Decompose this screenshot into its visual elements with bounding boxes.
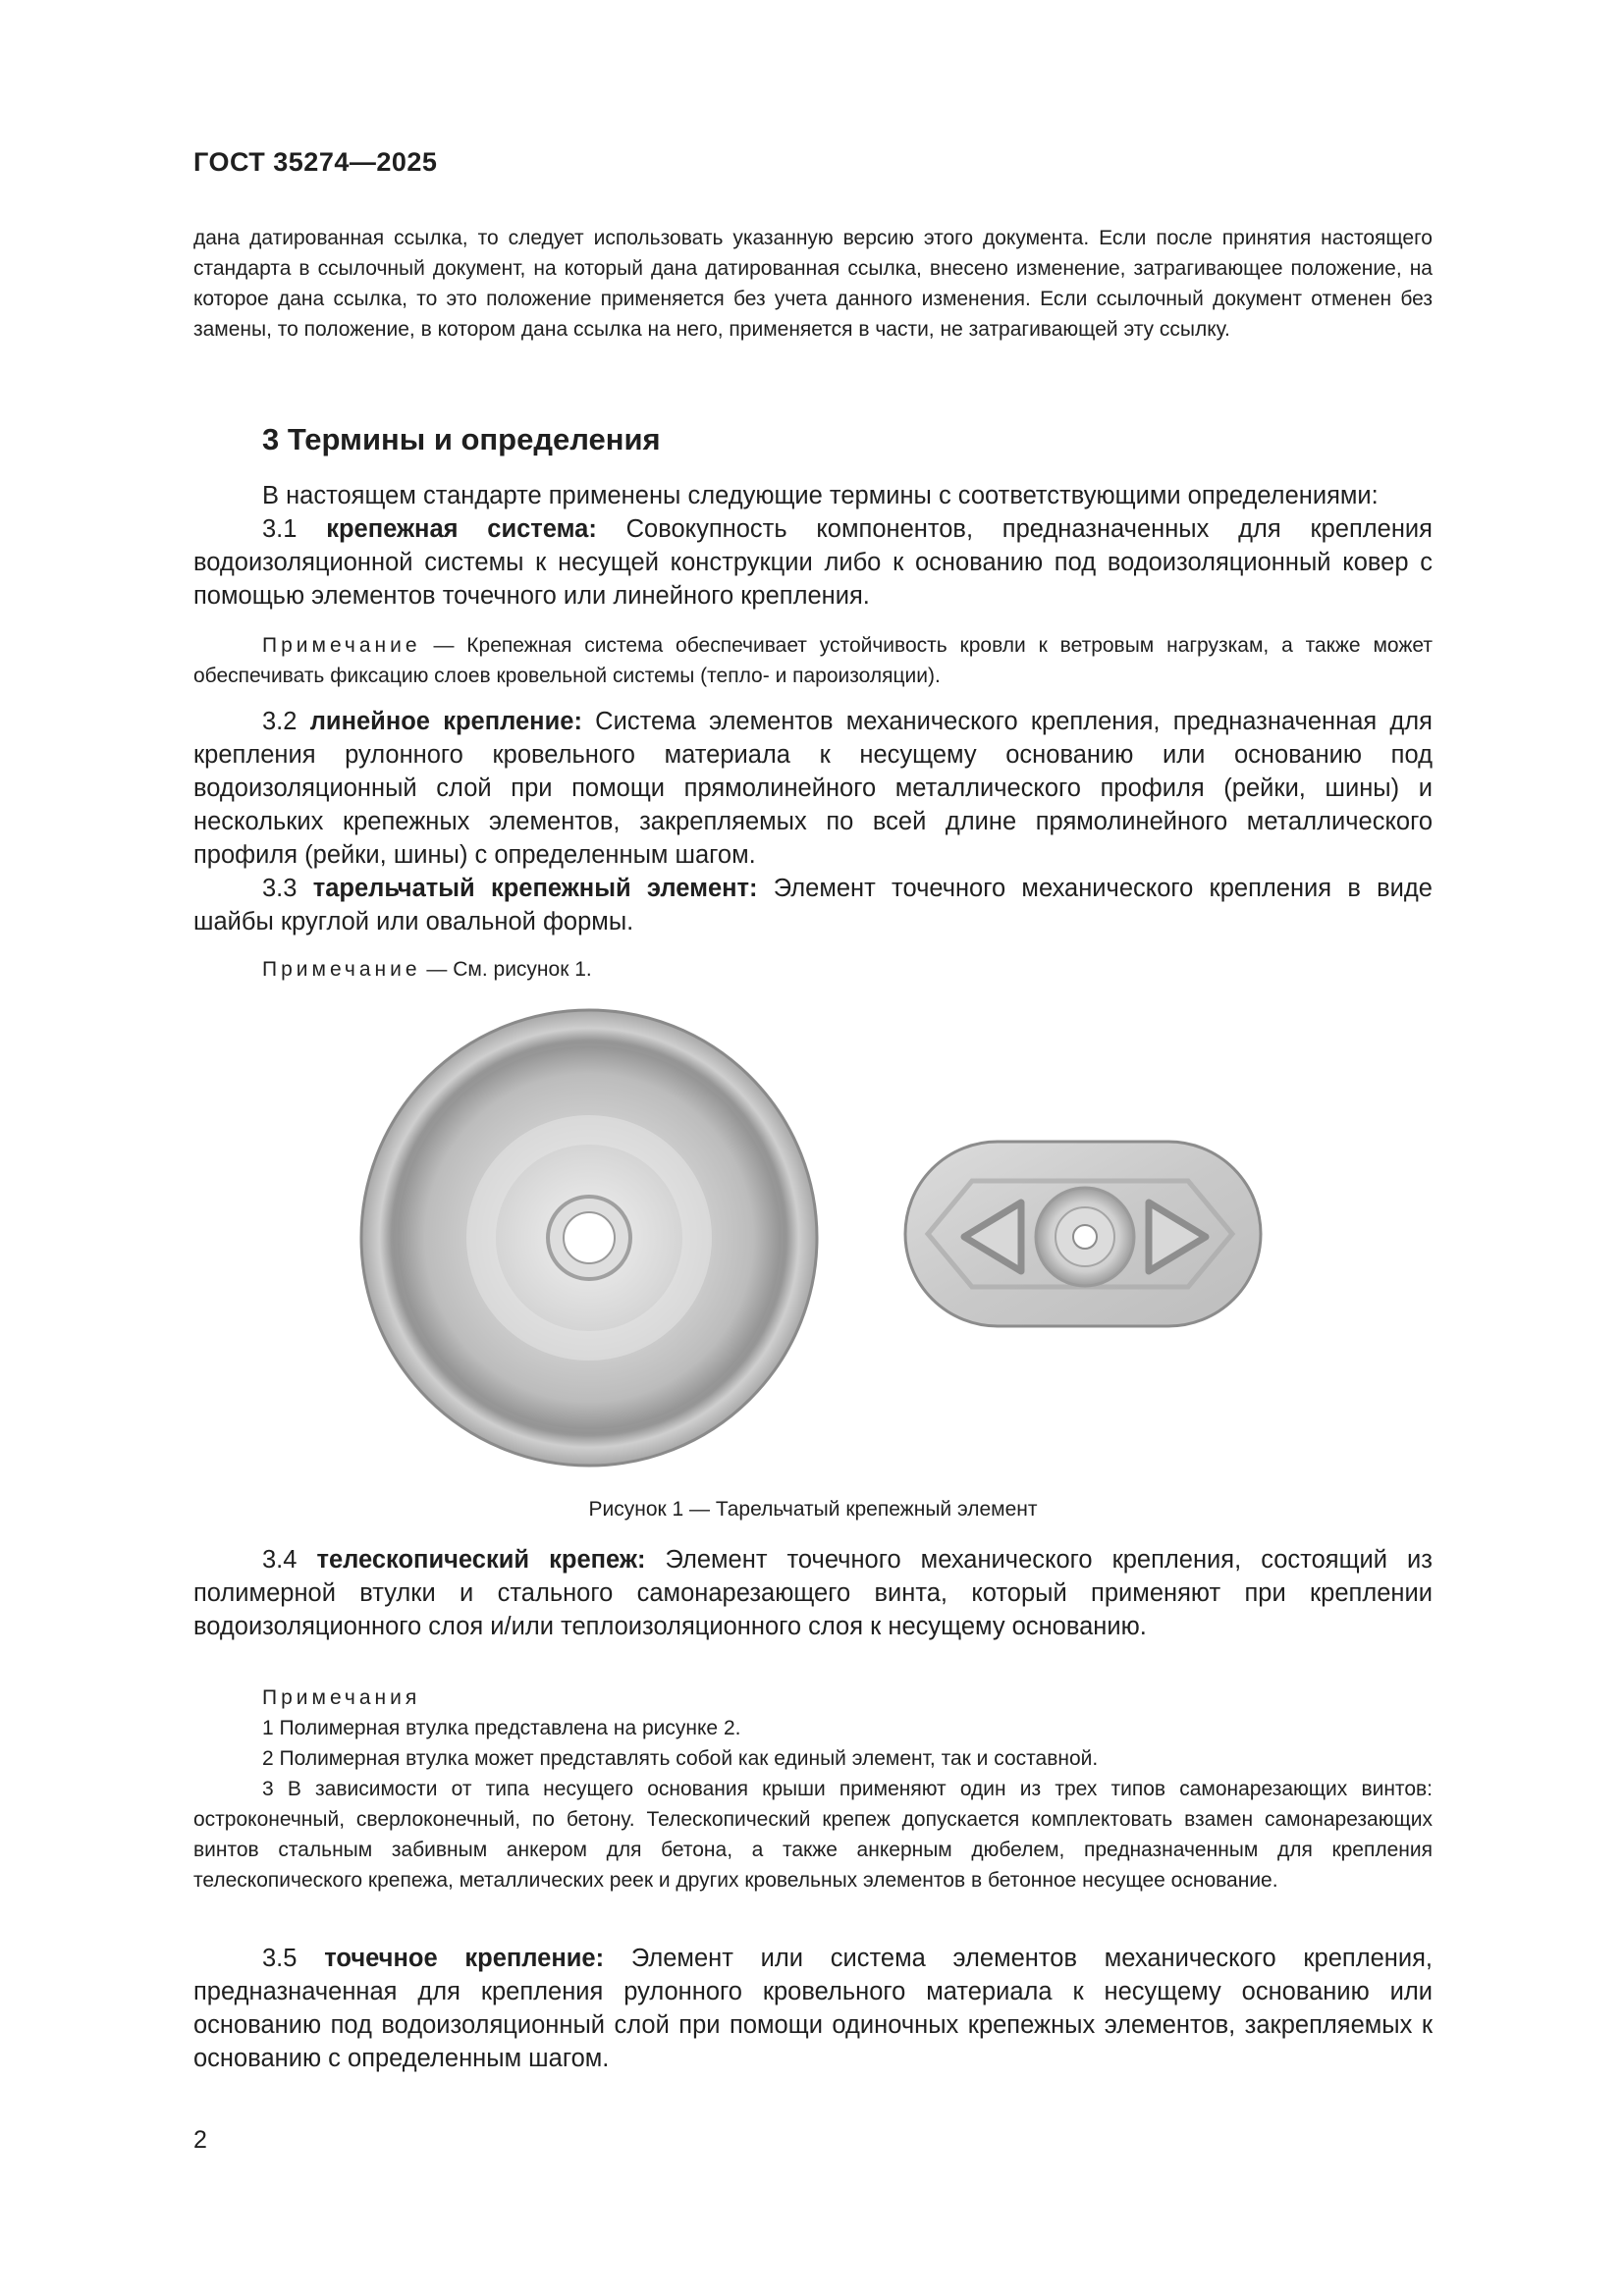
term-3-4	[193, 1543, 1433, 1643]
terms-block-4	[193, 1942, 1433, 2075]
page-number: 2	[193, 2126, 207, 2154]
note-label: Примечание	[262, 634, 421, 657]
term-number: 3.5	[262, 1945, 298, 1972]
term-number: 3.3	[262, 875, 298, 902]
term-3-3	[193, 872, 1433, 938]
term-definition: Элемент точечного механического крепления в виде шайбы круглой или овальной формы.	[193, 875, 1433, 935]
intro-text: дана датированная ссылка, то следует использовать указанную версию этого документа. Если после принятия настоящего стандарта в ссылочный документ, на который дана датированная ссылка, внесено изменение, затрагивающее положение, на которое дана ссылка, то это положение применяется без учета данного изменения. Если ссылочный документ отменен без замены, то положение, в котором дана ссылка на него, применяется в части, не затрагивающей эту ссылку.	[193, 227, 1433, 341]
notes-label: Примечания	[262, 1686, 421, 1709]
notes-3-4	[193, 1682, 1433, 1896]
intro-paragraph	[193, 223, 1433, 345]
term-title: точечное крепление:	[324, 1945, 605, 1972]
term-definition: Элемент точечного механического крепления, состоящий из полимерной втулки и стального самонарезающего винта, который применяют при креплении водоизоляционного слоя и/или теплоизоляционного слоя к несущему основанию.	[193, 1546, 1433, 1640]
term-title: линейное крепление:	[309, 708, 582, 735]
term-number: 3.1	[262, 515, 298, 543]
section-heading: 3 Термины и определения	[262, 422, 661, 456]
round-washer	[361, 1010, 817, 1466]
note-3-1	[193, 630, 1433, 691]
term-definition: Совокупность компонентов, предназначенных для крепления водоизоляционной системы к несущей конструкции либо к основанию под водоизоляционный ковер с помощью элементов точечного или линейного крепления.	[193, 515, 1433, 610]
terms-block-1	[193, 479, 1433, 613]
term-title: крепежная система:	[326, 515, 597, 543]
oval-washer	[905, 1142, 1261, 1326]
term-definition: Система элементов механического крепления, предназначенная для крепления рулонного кровельного материала к несущему основанию или основанию под водоизоляционный слой при помощи прямолинейного металлического профиля (рейки, шины) и нескольких крепежных элементов, закрепляемых по всей длине прямолинейного металлического профиля (рейки, шины) с определенным шагом.	[193, 708, 1433, 869]
document-header: ГОСТ 35274—2025	[193, 147, 438, 177]
term-number: 3.2	[262, 708, 298, 735]
note-3-3	[193, 954, 1433, 985]
term-definition: Элемент или система элементов механического крепления, предназначенная для крепления рулонного кровельного материала к несущему основанию или основанию под водоизоляционный слой при помощи одиночных крепежных элементов, закрепляемых к основанию с определенным шагом.	[193, 1945, 1433, 2072]
figure-1-image	[344, 996, 1276, 1487]
note-text: — Крепежная система обеспечивает устойчивость кровли к ветровым нагрузкам, а также может обеспечивать фиксацию слоев кровельной системы (тепло- и пароизоляции).	[193, 634, 1433, 687]
note-label: Примечание	[262, 958, 421, 981]
note-text: — См. рисунок 1.	[426, 958, 592, 981]
figure-1-caption: Рисунок 1 — Тарельчатый крепежный элемент	[588, 1498, 1038, 1521]
note-item: 2 Полимерная втулка может представлять собой как единый элемент, так и составной.	[262, 1747, 1099, 1770]
section-lead: В настоящем стандарте применены следующие термины с соответствующими определениями:	[262, 482, 1379, 509]
note-item: 3 В зависимости от типа несущего основания крыши применяют один из трех типов самонарезающих винтов: остроконечный, сверлоконечный, по бетону. Телескопический крепеж допускается комплектовать взамен самонарезающих винтов стальным забивным анкером для бетона, а также анкерным дюбелем, предназначенным для крепления телескопического крепежа, металлических реек и других кровельных элементов в бетонное несущее основание.	[193, 1778, 1433, 1892]
term-title: телескопический крепеж:	[316, 1546, 646, 1574]
term-3-5	[193, 1942, 1433, 2075]
terms-block-2	[193, 705, 1433, 938]
note-item: 1 Полимерная втулка представлена на рисунке 2.	[262, 1717, 741, 1739]
term-title: тарельчатый крепежный элемент:	[312, 875, 758, 902]
term-number: 3.4	[262, 1546, 298, 1574]
terms-block-3	[193, 1543, 1433, 1643]
term-3-1	[193, 512, 1433, 613]
term-3-2	[193, 705, 1433, 872]
